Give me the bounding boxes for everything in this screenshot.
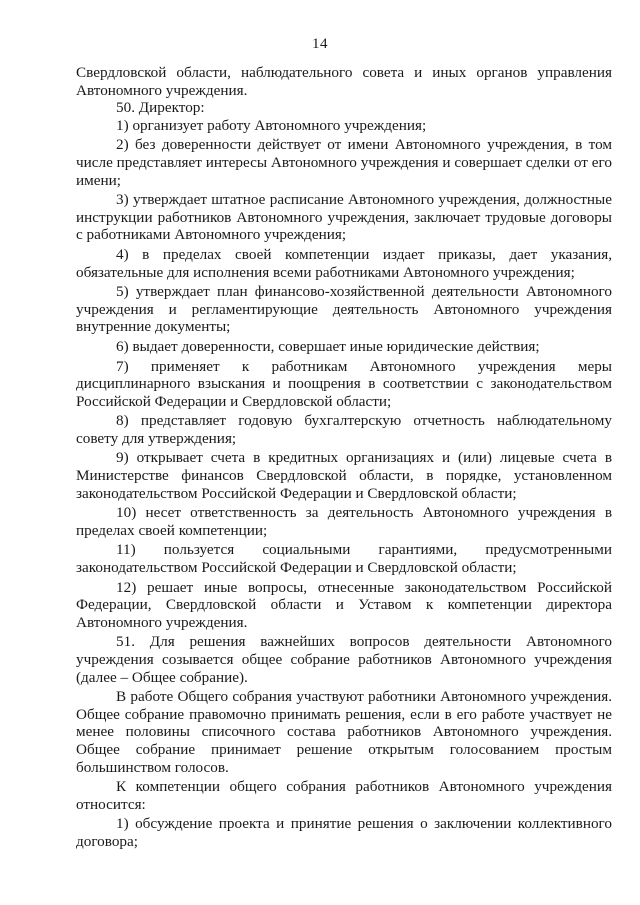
paragraph-item-8: 8) представляет годовую бухгалтерскую отчетность наблюдательному совету для утверждения; [76,412,612,447]
paragraph-item-7: 7) применяет к работникам Автономного учреждения меры дисциплинарного взыскания и поощрения в соответствии с законодательством Российской Федерации и Свердловской области; [76,357,612,410]
paragraph-section-50: 50. Директор: [116,99,205,117]
paragraph-item-3: 3) утверждает штатное расписание Автономного учреждения, должностные инструкции работников Автономного учреждения, заключает трудовые договоры с работниками Автономного учреждения; [76,191,612,244]
paragraph-item-4: 4) в пределах своей компетенции издает приказы, дает указания, обязательные для исполнения всеми работниками Автономного учреждения; [76,245,612,281]
paragraph-continuation: Свердловской области, наблюдательного совета и иных органов управления Автономного учреждения. [76,64,612,99]
paragraph-item-11: 11) пользуется социальными гарантиями, предусмотренными законодательством Российской Федерации и Свердловской области; [76,541,612,577]
paragraph-item-5: 5) утверждает план финансово-хозяйственной деятельности Автономного учреждения и регламентирующие деятельность Автономного учреждения внутренние документы; [76,283,612,336]
page-number: 14 [312,36,328,52]
paragraph-item-12: 12) решает иные вопросы, отнесенные законодательством Российской Федерации, Свердловской области и Уставом к компетенции директора Автономного учреждения. [76,578,612,631]
paragraph-competence: К компетенции общего собрания работников Автономного учреждения относится: [76,778,612,813]
paragraph-item-2: 2) без доверенности действует от имени Автономного учреждения, в том числе представляет интересы Автономного учреждения и совершает сделки от его имени; [76,136,612,189]
paragraph-general-meeting: В работе Общего собрания участвуют работники Автономного учреждения. Общее собрание правомочно принимать решения, если в его работе участвует не менее половины списочного состава работников Автономного учреждения. Общее собрание принимает решение открытым голосованием простым большинством голосов. [76,688,612,776]
paragraph-item-10: 10) несет ответственность за деятельность Автономного учреждения в пределах своей компетенции; [76,504,612,539]
paragraph-item-9: 9) открывает счета в кредитных организациях и (или) лицевые счета в Министерстве финансов Свердловской области, в порядке, установленном законодательством Российской Федерации и Свердловской области; [76,449,612,502]
paragraph-item-6: 6) выдает доверенности, совершает иные юридические действия; [116,337,540,355]
paragraph-section-51: 51. Для решения важнейших вопросов деятельности Автономного учреждения созывается общее собрание работников Автономного учреждения (далее – Общее собрание). [76,633,612,686]
paragraph-competence-item-1: 1) обсуждение проекта и принятие решения о заключении коллективного договора; [76,815,612,850]
paragraph-item-1: 1) организует работу Автономного учреждения; [116,116,427,134]
document-body [76,64,612,851]
